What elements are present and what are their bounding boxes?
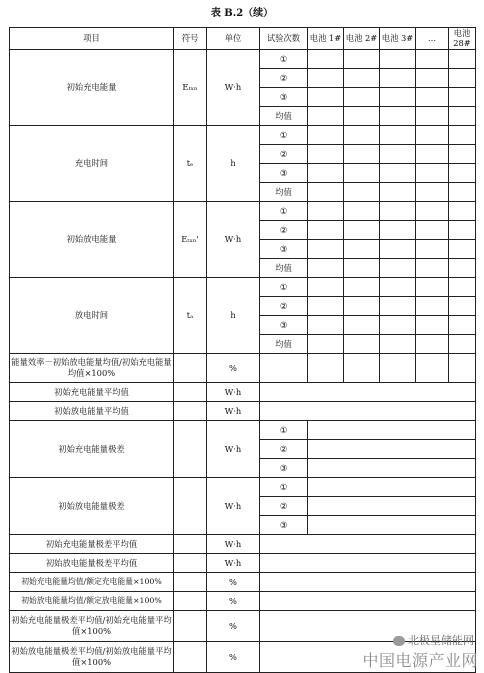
unit: W·h <box>207 534 260 553</box>
unit: W·h <box>207 201 260 277</box>
cell <box>380 220 416 239</box>
cell <box>344 49 380 68</box>
col-header-unit: 单位 <box>207 28 260 50</box>
item-label: 初始放电能量 <box>10 201 174 277</box>
cell <box>308 144 344 163</box>
cell <box>344 353 380 382</box>
trial-label: ① <box>260 277 308 296</box>
item-label: 初始充电能量极差 <box>10 420 174 477</box>
symbol: Eₜₓₙ' <box>174 201 207 277</box>
cell <box>344 296 380 315</box>
unit: W·h <box>207 401 260 420</box>
cell <box>344 144 380 163</box>
trial-label: ③ <box>260 239 308 258</box>
unit: W·h <box>207 477 260 534</box>
cell <box>449 163 476 182</box>
value-cell <box>260 534 476 553</box>
cell <box>344 182 380 201</box>
symbol: tₑ <box>174 125 207 201</box>
cell <box>416 106 449 125</box>
trial-label: ① <box>260 420 308 439</box>
unit: % <box>207 591 260 610</box>
table-row <box>10 353 476 382</box>
cell <box>449 201 476 220</box>
trial-label: ② <box>260 68 308 87</box>
cell <box>344 277 380 296</box>
cell <box>308 163 344 182</box>
cell <box>308 277 344 296</box>
cell <box>308 258 344 277</box>
cell <box>416 353 449 382</box>
cell <box>380 125 416 144</box>
cell <box>449 49 476 68</box>
cell <box>308 353 344 382</box>
item-label: 初始放电能量极差 <box>10 477 174 534</box>
watermark-source <box>393 632 474 648</box>
cell <box>449 296 476 315</box>
table-row <box>10 49 476 68</box>
table-caption: 表 B.2（续） <box>210 8 274 19</box>
cell <box>308 315 344 334</box>
cell <box>380 258 416 277</box>
cell <box>416 125 449 144</box>
col-header-symbol: 符号 <box>174 28 207 50</box>
trial-label: 均值 <box>260 334 308 353</box>
table-row <box>10 382 476 401</box>
value-cell <box>308 477 476 496</box>
symbol <box>174 401 207 420</box>
item-label: 初始放电能量均值/额定放电能量×100% <box>10 591 174 610</box>
symbol <box>174 610 207 641</box>
symbol <box>174 572 207 591</box>
value-cell <box>308 496 476 515</box>
table-row <box>10 534 476 553</box>
symbol <box>174 591 207 610</box>
cell <box>416 239 449 258</box>
cell <box>344 163 380 182</box>
cell <box>308 334 344 353</box>
cell <box>449 144 476 163</box>
cell <box>416 201 449 220</box>
cell <box>308 182 344 201</box>
header-row <box>10 28 476 50</box>
value-cell <box>260 553 476 572</box>
table-row <box>10 420 476 439</box>
cell <box>308 239 344 258</box>
cell <box>416 163 449 182</box>
item-label: 初始放电能量极差平均值 <box>10 553 174 572</box>
value-cell <box>260 572 476 591</box>
cell <box>380 239 416 258</box>
cell <box>344 334 380 353</box>
cell <box>449 258 476 277</box>
trial-label: ② <box>260 220 308 239</box>
cell <box>380 334 416 353</box>
cell <box>344 87 380 106</box>
cell <box>416 258 449 277</box>
trial-label: 均值 <box>260 106 308 125</box>
trial-label: ② <box>260 439 308 458</box>
trial-label: ③ <box>260 87 308 106</box>
value-cell <box>260 382 476 401</box>
symbol <box>174 353 207 382</box>
table-row <box>10 477 476 496</box>
cell <box>449 68 476 87</box>
data-table <box>9 27 476 673</box>
trial-label: 均值 <box>260 258 308 277</box>
cell <box>380 277 416 296</box>
symbol <box>174 477 207 534</box>
col-header-cell-2: 电池 2# <box>344 28 380 50</box>
cell <box>344 239 380 258</box>
trial-label: ③ <box>260 515 308 534</box>
cell <box>308 201 344 220</box>
value-cell <box>308 458 476 477</box>
unit: W·h <box>207 49 260 125</box>
cell <box>344 315 380 334</box>
trial-label: ② <box>260 144 308 163</box>
cell <box>416 296 449 315</box>
value-cell <box>308 515 476 534</box>
cell <box>449 182 476 201</box>
symbol <box>174 534 207 553</box>
cell <box>344 220 380 239</box>
symbol <box>174 382 207 401</box>
cell <box>416 49 449 68</box>
cell <box>380 144 416 163</box>
cell <box>260 353 308 382</box>
unit: % <box>207 353 260 382</box>
trial-label: ① <box>260 125 308 144</box>
trial-label: ③ <box>260 458 308 477</box>
value-cell <box>308 420 476 439</box>
trial-label: ① <box>260 201 308 220</box>
cell <box>416 68 449 87</box>
value-cell <box>260 591 476 610</box>
cell <box>308 106 344 125</box>
symbol <box>174 641 207 672</box>
cell <box>380 106 416 125</box>
table-row <box>10 572 476 591</box>
cell <box>449 334 476 353</box>
watermark-line1: 北极星储能网 <box>408 634 474 647</box>
cell <box>380 87 416 106</box>
table-row <box>10 401 476 420</box>
symbol <box>174 420 207 477</box>
item-label: 初始放电能量极差平均值/初始放电能量平均值×100% <box>10 641 174 672</box>
cell <box>416 277 449 296</box>
item-label: 初始充电能量极差平均值/初始充电能量平均值×100% <box>10 610 174 641</box>
cell <box>449 106 476 125</box>
item-label: 初始充电能量平均值 <box>10 382 174 401</box>
table-row <box>10 591 476 610</box>
cell <box>308 68 344 87</box>
cell <box>416 182 449 201</box>
cell <box>416 220 449 239</box>
table-row <box>10 277 476 296</box>
trial-label: ② <box>260 496 308 515</box>
cell <box>344 125 380 144</box>
cell <box>380 49 416 68</box>
cell <box>344 258 380 277</box>
trial-label: ③ <box>260 163 308 182</box>
symbol: tₐ <box>174 277 207 353</box>
unit: % <box>207 641 260 672</box>
cell <box>308 125 344 144</box>
cell <box>308 87 344 106</box>
unit: h <box>207 277 260 353</box>
cell <box>449 239 476 258</box>
cell <box>380 315 416 334</box>
col-header-trials: 试验次数 <box>260 28 308 50</box>
table-row <box>10 125 476 144</box>
watermark-site: 中国电源产业网 <box>362 651 478 670</box>
col-header-item: 项目 <box>10 28 174 50</box>
cell <box>380 182 416 201</box>
trial-label: ① <box>260 49 308 68</box>
cell <box>416 315 449 334</box>
unit: W·h <box>207 382 260 401</box>
cell <box>308 296 344 315</box>
item-label: 初始充电能量 <box>10 49 174 125</box>
col-header-cell-3: 电池 3# <box>380 28 416 50</box>
item-label: 放电时间 <box>10 277 174 353</box>
col-header-cell-1: 电池 1# <box>308 28 344 50</box>
symbol <box>174 553 207 572</box>
cell <box>344 68 380 87</box>
unit: W·h <box>207 553 260 572</box>
wechat-icon <box>393 636 405 646</box>
cell <box>380 201 416 220</box>
cell <box>380 296 416 315</box>
cell <box>308 220 344 239</box>
cell <box>380 163 416 182</box>
cell <box>380 353 416 382</box>
item-label: 初始充电能量极差平均值 <box>10 534 174 553</box>
col-header-cell-28: 电池 28# <box>449 28 476 50</box>
cell <box>380 68 416 87</box>
cell <box>449 353 476 382</box>
cell <box>416 334 449 353</box>
item-label: 初始放电能量平均值 <box>10 401 174 420</box>
cell <box>416 144 449 163</box>
table-row <box>10 201 476 220</box>
cell <box>449 315 476 334</box>
value-cell <box>308 439 476 458</box>
trial-label: ③ <box>260 315 308 334</box>
trial-label: 均值 <box>260 182 308 201</box>
item-label: 充电时间 <box>10 125 174 201</box>
cell <box>308 49 344 68</box>
unit: h <box>207 125 260 201</box>
cell <box>449 277 476 296</box>
cell <box>449 125 476 144</box>
trial-label: ② <box>260 296 308 315</box>
cell <box>344 106 380 125</box>
trial-label: ① <box>260 477 308 496</box>
cell <box>449 87 476 106</box>
cell <box>416 87 449 106</box>
value-cell <box>260 401 476 420</box>
item-label: 能量效率－初始放电能量均值/初始充电能量均值×100% <box>10 353 174 382</box>
cell <box>344 201 380 220</box>
unit: % <box>207 610 260 641</box>
cell <box>449 220 476 239</box>
symbol: Eₜₓₙ <box>174 49 207 125</box>
col-header-ellipsis: … <box>416 28 449 50</box>
table-row <box>10 553 476 572</box>
item-label: 初始充电能量均值/额定充电能量×100% <box>10 572 174 591</box>
unit: % <box>207 572 260 591</box>
unit: W·h <box>207 420 260 477</box>
